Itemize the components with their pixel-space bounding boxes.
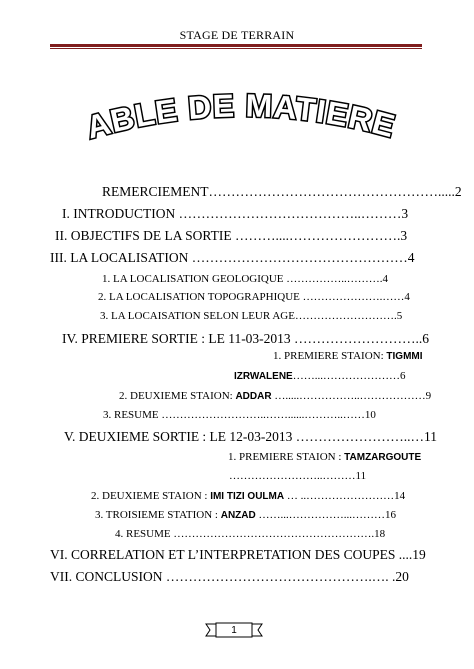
toc-localisation[interactable]: III. LA LOCALISATION …………………………………………4: [50, 250, 415, 265]
station-name: TIGMMI: [386, 351, 423, 362]
header-rule-thick: [50, 44, 422, 47]
toc-premiere-station-line1[interactable]: [273, 351, 423, 362]
station-label: 2. DEUXIEME STAION :: [91, 490, 211, 502]
toc-premiere-sortie[interactable]: IV. PREMIERE SORTIE : LE 11-03-2013 ………………………..6: [62, 331, 430, 346]
toc-objectifs[interactable]: II. OBJECTIFS DE LA SORTIE ………....…………………….3: [55, 228, 408, 243]
toc-resume-2[interactable]: 4. RESUME ……………………………………………….18: [115, 528, 386, 540]
station-name: TAMZARGOUTE: [344, 452, 422, 463]
station-label: 1. PREMIERE STAION:: [273, 350, 387, 362]
toc-premiere-station-line2[interactable]: [234, 371, 405, 382]
page-number: 1: [231, 625, 237, 636]
toc-leader: ….....……………..………………9: [271, 390, 432, 402]
page-title: [88, 80, 398, 150]
station-name: ADDAR: [235, 391, 272, 402]
station-label: 3. TROISIEME STATION :: [95, 509, 221, 521]
station-name: IZRWALENE: [234, 371, 293, 382]
title-wordart: [88, 80, 398, 150]
toc-leader: ……...……………...………16: [255, 509, 396, 521]
station-label: 1. PREMIERE STAION :: [228, 451, 345, 463]
toc-leader: … ..……………………14: [284, 490, 406, 502]
toc-localisation-geologique[interactable]: 1. LA LOCALISATION GEOLOGIQUE ……………..……….4: [102, 273, 388, 285]
svg-text:TABLE DE MATIERES: [88, 80, 398, 145]
station-name: IMI TIZI OULMA: [210, 491, 285, 502]
toc-tamzargoute-line2[interactable]: ……………………..………11: [229, 470, 367, 482]
toc-conclusion[interactable]: VII. CONCLUSION ……………………………………….…. .20: [50, 569, 409, 584]
toc-correlation[interactable]: VI. CORRELATION ET L’INTERPRETATION DES COUPES ....19: [50, 547, 426, 562]
station-label: 2. DEUXIEME STAION:: [119, 390, 236, 402]
toc-remerciement[interactable]: REMERCIEMENT…………………………………………….....2: [102, 184, 462, 199]
toc-deuxieme-station[interactable]: [119, 391, 431, 402]
toc-leader: ……...…………………6: [292, 370, 406, 382]
header-rule-thin: [50, 48, 422, 49]
toc-localisation-age[interactable]: 3. LA LOCAISATION SELON LEUR AGE……………………….5: [100, 310, 403, 322]
toc-deuxieme-sortie[interactable]: V. DEUXIEME SORTIE : LE 12-03-2013 ……………………..…11: [64, 429, 438, 444]
title-text: BLE DE MATIERE: [106, 87, 398, 145]
toc-introduction[interactable]: I. INTRODUCTION …………………………………..………3: [62, 206, 409, 221]
toc-localisation-topographique[interactable]: 2. LA LOCALISATION TOPOGRAPHIQUE ………………….……4: [98, 291, 410, 303]
toc-resume-1[interactable]: 3. RESUME ………………………..……......………..……10: [103, 409, 376, 421]
toc-tamzargoute-line1[interactable]: [228, 452, 421, 463]
station-name: ANZAD: [220, 510, 256, 521]
running-header: STAGE DE TERRAIN: [179, 28, 295, 42]
toc-imi-tizi-oulma[interactable]: [91, 491, 405, 502]
toc-anzad[interactable]: [95, 510, 396, 521]
